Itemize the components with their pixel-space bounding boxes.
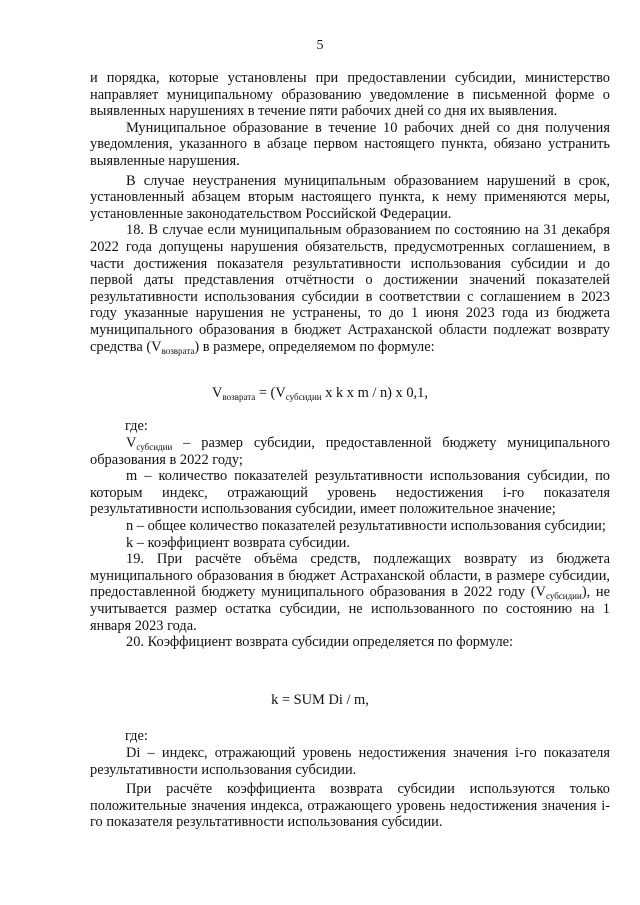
text-block-3 bbox=[90, 745, 610, 831]
subscript: возврата bbox=[161, 345, 195, 356]
definition-m: m – количество показателей результативности использования субсидии, по которым индекс, отражающий уровень недостижения i-го показателя результативности использования субсидии, имеет положительное значение; bbox=[90, 468, 610, 518]
paragraph-10-days: Муниципальное образование в течение 10 рабочих дней со дня получения уведомления, указанного в абзаце первом настоящего пункта, обязано устранить выявленные нарушения. bbox=[90, 119, 610, 169]
definition-n: n – общее количество показателей результативности использования субсидии; bbox=[126, 517, 606, 534]
paragraph-19: 19. При расчёте объёма средств, подлежащих возврату из бюджета муниципального образования в бюджет Астраханской области, в размере субсидии, предоставленной бюджету муниципального образования в 2022 году $(V_{субсидии})$, не учитывается размер остатка субсидии, не использованного по состоянию на 1 января 2023 года. bbox=[90, 551, 610, 634]
formula-return: $V_{возврата} = (V_{субсидии}$ x k x m / n) x 0,1, bbox=[212, 385, 428, 402]
definition-k: k – коэффициент возврата субсидии. bbox=[126, 534, 350, 551]
paragraph-intro: и порядка, которые установлены при предоставлении субсидии, министерство направляет муниципальному образованию уведомление в письменной форме о выявленных нарушениях в течение пяти рабочих дней со дня их выявления. bbox=[90, 70, 610, 120]
paragraph-18: 18. В случае если муниципальным образованием по состоянию на 31 декабря 2022 года допущены нарушения обязательств, предусмотренных соглашением, в части достижения показателя результативности использования субсидии и до первой даты представления отчётности о достижении значений показателей результативности использования субсидии в соответствии с соглашением в 2023 году указанные нарушения не устранены, то до 1 июня 2023 года из бюджета муниципального образования в бюджет Астраханской области подлежат возврату средства $(V_{возврата})$ в размере, определяемом по формуле: bbox=[90, 222, 610, 356]
paragraph-non-fix: В случае неустранения муниципальным образованием нарушений в срок, установленный абзацем вторым настоящего пункта, к нему применяются меры, установленные законодательством Российской Федерации. bbox=[90, 172, 610, 222]
definition-v-subsidy: $V_{субсидии}$ – размер субсидии, предоставленной бюджету муниципального образования в 2022 году; bbox=[90, 435, 610, 468]
definition-di: Di – индекс, отражающий уровень недостижения значения i-го показателя результативности использования субсидии. bbox=[90, 745, 610, 778]
where-label-2: где: bbox=[125, 728, 148, 744]
paragraph-final: При расчёте коэффициента возврата субсидии используются только положительные значения индекса, отражающего уровень недостижения значения i-го показателя результативности использования субсидии. bbox=[90, 781, 610, 831]
paragraph-20: 20. Коэффициент возврата субсидии определяется по формуле: bbox=[126, 634, 514, 651]
page-number: 5 bbox=[316, 38, 324, 53]
text-block-2 bbox=[90, 435, 610, 651]
formula-coefficient: k = SUM Di / m, bbox=[271, 692, 369, 708]
where-label-1: где: bbox=[125, 418, 148, 434]
text-block-1 bbox=[90, 70, 610, 355]
